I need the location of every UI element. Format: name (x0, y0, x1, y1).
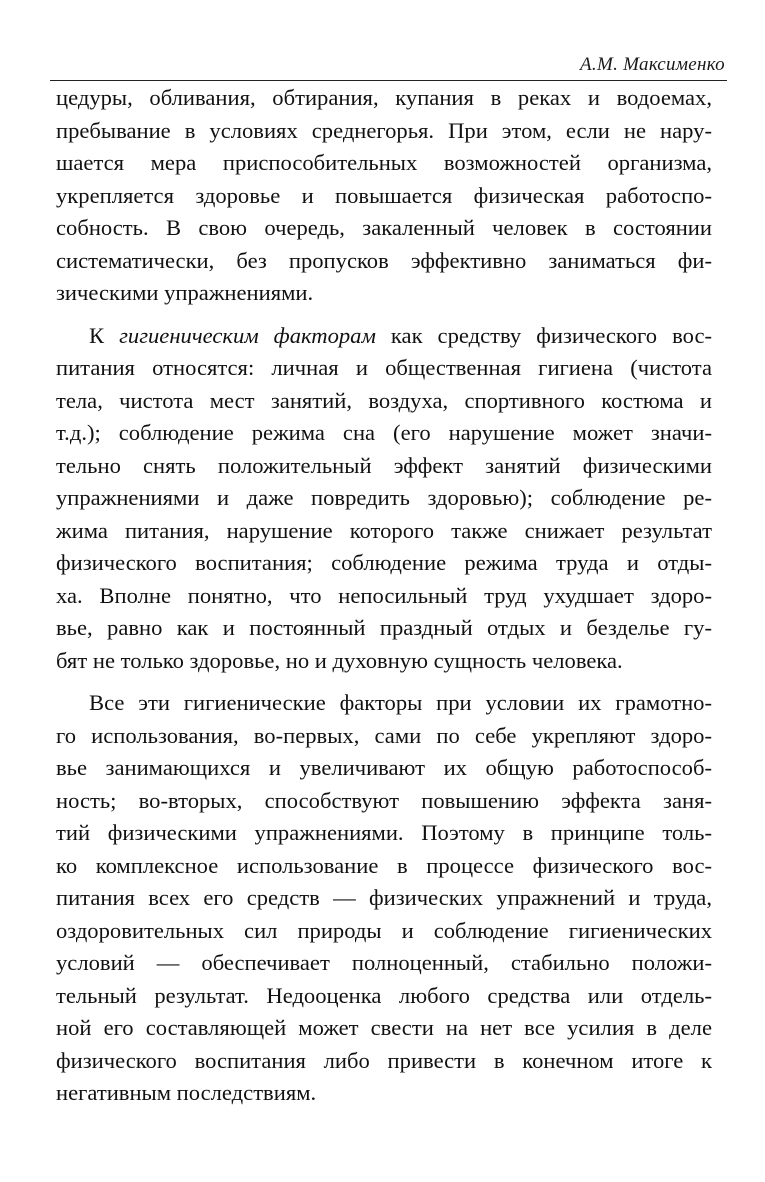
running-header-author: А.М. Максименко (580, 54, 725, 75)
text-line: вье, равно как и постоянный праздный отдых и безделье гу- (56, 615, 712, 640)
text-line: зическими упражнениями. (56, 280, 314, 305)
text-line-first (56, 320, 712, 353)
text-line: т.д.); соблюдение режима сна (его нарушение может значи- (56, 420, 712, 445)
text-line: систематически, без пропусков эффективно заниматься фи- (56, 247, 712, 273)
text-line: го использования, во-первых, сами по себе укрепляют здоро- (56, 722, 712, 748)
text-rest: как средству физического вос- (375, 322, 712, 348)
paragraph-1 (56, 82, 712, 310)
text-line: условий — обеспечивает полноценный, стабильно положи- (56, 950, 712, 975)
text-line: укрепляется здоровье и повышается физическая работоспо- (56, 182, 712, 208)
text-line: пребывание в условиях среднегорья. При этом, если не нару- (56, 117, 712, 143)
text-prefix: К (89, 322, 120, 348)
paragraph-2 (56, 320, 712, 678)
text-line: цедуры, обливания, обтирания, купания в реках и водоемах, (56, 85, 712, 110)
text-line-first: Все эти гигиенические факторы при условии их грамотно- (89, 690, 712, 715)
text-line: бят не только здоровье, но и духовную сущность человека. (56, 647, 623, 673)
paragraph-spacing (56, 677, 712, 687)
text-line: оздоровительных сил природы и соблюдение гигиенических (56, 917, 712, 943)
text-line: физического воспитания; соблюдение режима труда и отды- (56, 550, 712, 575)
text-line: ха. Вполне понятно, что непосильный труд ухудшает здоро- (56, 582, 712, 608)
header-rule (50, 80, 727, 81)
text-line: упражнениями и даже повредить здоровью); соблюдение ре- (56, 485, 712, 510)
body-text (56, 82, 712, 1110)
text-line: жима питания, нарушение которого также снижает результат (56, 517, 712, 543)
text-line: питания относятся: личная и общественная гигиена (чистота (56, 355, 712, 380)
text-line: вье занимающихся и увеличивают их общую работоспособ- (56, 755, 712, 780)
text-line: шается мера приспособительных возможностей организма, (56, 150, 712, 175)
text-line: негативным последствиям. (56, 1080, 317, 1105)
paragraph-spacing (56, 310, 712, 320)
text-line: тий физическими упражнениями. Поэтому в принципе толь- (56, 820, 712, 845)
text-line: физического воспитания либо привести в конечном итоге к (56, 1047, 712, 1073)
text-line: тельно снять положительный эффект занятий физическими (56, 452, 712, 478)
text-line: питания всех его средств — физических упражнений и труда, (56, 885, 712, 910)
text-line: ность; во-вторых, способствуют повышению эффекта заня- (56, 787, 712, 813)
text-line: ко комплексное использование в процессе физического вос- (56, 852, 712, 878)
italic-term: гигиеническим факторам (119, 322, 376, 348)
text-line: тела, чистота мест занятий, воздуха, спортивного костюма и (56, 387, 712, 413)
text-line: ной его составляющей может свести на нет все усилия в деле (56, 1015, 712, 1040)
text-line: собность. В свою очередь, закаленный человек в состоянии (56, 215, 712, 240)
text-line: тельный результат. Недооценка любого средства или отдель- (56, 982, 712, 1008)
paragraph-3 (56, 687, 712, 1110)
